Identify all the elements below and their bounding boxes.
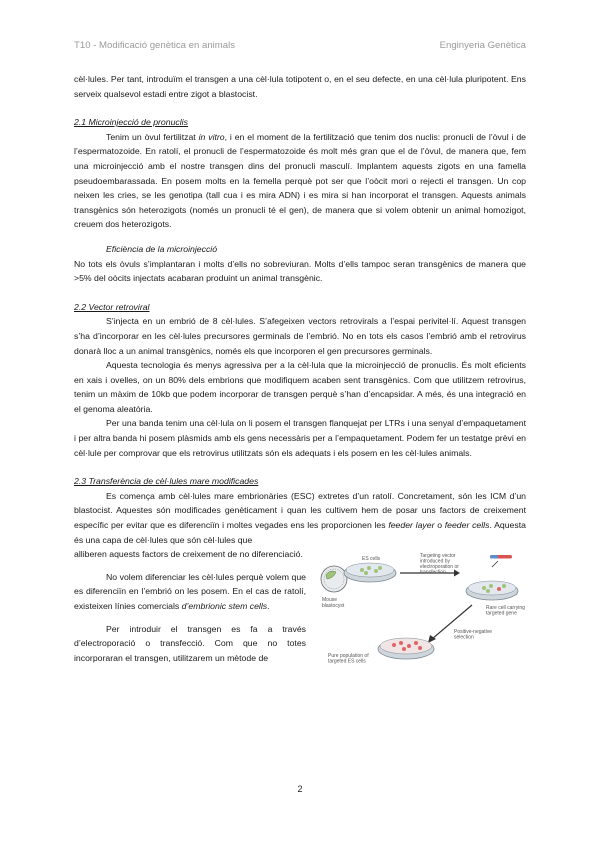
petri-dish-es-cells	[344, 563, 396, 582]
emphasis-in-vitro: in vitro	[198, 131, 225, 142]
section-heading-2-2: 2.2 Vector retroviral	[74, 301, 150, 312]
header-course-title: Enginyeria Genètica	[439, 40, 526, 51]
paragraph-microinjection: Tenim un òvul fertilitzat in vitro, i en el moment de la fertilització que tenim dos nuclis: pronucli de l’òvul i de l’espermatozoide. En ratolí, el pronucli de l’espermatozoide és molt més gran que el de l’òvul, de manera que, fem una microinjecció amb el nostre transgen dins del pronucli masculí. Implantem aquests zigots en una famella pseudoembarassada. En posem molts en la femella perquè pot ser que l’oòcit mori o rejecti el transgen. Un cop neixen les cries, se les genotipa (tall cua i es mira ADN) i es mira si han incorporat el transgen. Aquests animals transgènics són heterozigots (només un pronucli té el gen), de manera que si volem obtenir un animal homozigot, creuem dos heterozigots.	[74, 131, 526, 230]
paragraph-stem-cells-3: Per introduir el transgen es fa a través d’electroporació o transfecció. Com que no totes incorporaran el transgen, utilitzarem un mètode de	[74, 623, 306, 663]
text-figure-wrap	[74, 547, 526, 665]
page-number: 2	[297, 784, 303, 794]
paragraph-retroviral-1: S’injecta en un embrió de 8 cèl·lules. S’afegeixen vectors retrovirals a l’espai perivitel·lí. Aquest transgen s’ha d’incorporar en les cèl·lules precursores germinals de l’embrió. No en tots els casos l’embrió amb el retrovirus donarà lloc a un animal transgènics, només els que incorporen el gen precursores germinals.	[74, 316, 526, 356]
emphasis-feeder-cells: feeder cells	[444, 520, 490, 531]
wrapped-text-column	[74, 547, 306, 665]
label-pure-population: Pure population of targeted ES cells	[328, 653, 369, 665]
section-heading-2-1: 2.1 Microinjecció de pronuclis	[74, 117, 188, 128]
paragraph-retroviral-3: Per una banda tenim una cèl·lula on li posem el transgen flanquejat per LTRs i una senyal d’empaquetament i per altra banda hi posem plàsmids amb els gens necessàris per a l’empaquetament. Podem fer un testatge prèvi en cèl·lule per comprovar que els retrovirus utilitzats són els adequats i els posem en les cèl·lules animals.	[74, 418, 526, 458]
paragraph-stem-cells-1: Es comença amb cèl·lules mare embrionàries (ESC) extretes d’un ratolí. Concretament, són les ICM d’un blastocist. Aquestes són modificades genèticament i quan les cultivem hem de posar uns factors de creixement específic per evitar que es diferenciïn i moltes vegades ens les proporcionen les feeder layer o feeder cells. Aquesta és una capa de cèl·lules que són cèl·lules que	[74, 490, 526, 545]
label-mouse-blastocyst: Mouse blastocyst	[322, 597, 345, 610]
petri-dish-pure-population	[378, 638, 434, 659]
paragraph-retroviral-2: Aquesta tecnologia és menys agressiva per a la cèl·lula que la microinjecció de pronuclis. És molt eficients en xais i ovelles, on un 80% dels embrions que modifiquem acaben sent transgènics. Com que utilitzem retrovirus, tenim un màxim de 10kb que podem incorporar de transgen perquè s’han d’encapsidar. A més, és una integració en el genoma aleatòria.	[74, 360, 526, 414]
page-content	[74, 72, 526, 665]
figure-diagram	[314, 551, 526, 671]
arrow-head-transfection	[454, 570, 460, 577]
label-rare-cell: Rare cell carrying targeted gene	[486, 605, 525, 617]
page-header	[74, 40, 526, 54]
emphasis-embryonic-stem-cells: d’embrionic stem cells	[181, 601, 268, 611]
es-cell-targeting-figure	[314, 551, 526, 671]
paragraph-stem-cells-1-cont: alliberen aquests factors de creixement de no diferenciació.	[74, 549, 303, 560]
label-es-cells: ES cells	[362, 556, 381, 563]
paragraph-efficiency: No tots els òvuls s’implantaran i molts d’ells no sobreviuran. Molts d’ells tampoc seran transgènics de manera que >5% del oòcits injectats acabaran produint un animal transgènic.	[74, 258, 526, 284]
intro-paragraph: cèl·lules. Per tant, introduïm el transgen a una cèl·lula totipotent o, en el seu defecte, en una cèl·lula pluripotent. Ens serveix qualsevol estadi entre zigot a blastocist.	[74, 74, 526, 99]
blastocyst-icon	[321, 566, 347, 592]
emphasis-feeder-layer: feeder layer	[388, 520, 435, 531]
label-positive-negative: Positive-negative selection	[454, 629, 493, 641]
paragraph-stem-cells-2: No volem diferenciar les cèl·lules perquè volem que es diferenciïn en l’embrió on les posem. En el cas de ratolí, existeixen línies comercials d’embrionic stem cells.	[74, 571, 306, 611]
section-heading-2-3: 2.3 Transferència de cèl·lules mare modificades	[74, 476, 259, 487]
label-targeting-vector: Targeting vector introduced by electroporation or transfection	[420, 553, 459, 576]
subheading-efficiency: Eficiència de la microinjecció	[106, 243, 218, 254]
petri-dish-rare-cell	[466, 581, 518, 600]
header-chapter-title: T10 - Modificació genètica en animals	[74, 40, 236, 51]
